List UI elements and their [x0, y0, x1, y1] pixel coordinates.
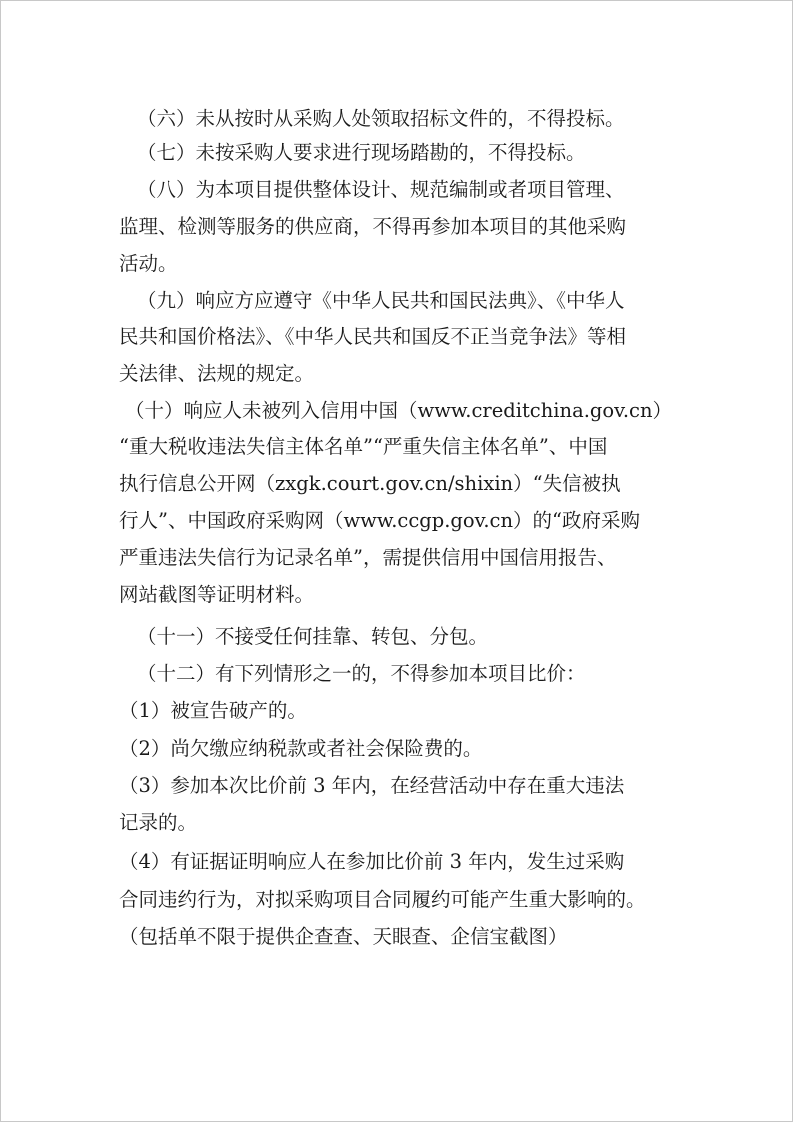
- text-line-7: 民共和国价格法》、《中华人民共和国反不正当竞争法》等相: [119, 325, 627, 348]
- text-line-2: （七）未按采购人要求进行现场踏勘的，不得投标。: [137, 141, 586, 164]
- text-line-4: 监理、检测等服务的供应商，不得再参加本项目的其他采购: [119, 215, 627, 238]
- text-line-20: 记录的。: [119, 811, 198, 834]
- text-line-13: 严重违法失信行为记录名单”，需提供信用中国信用报告、: [119, 546, 617, 569]
- text-line-3: （八）为本项目提供整体设计、规范编制或者项目管理、: [137, 178, 625, 201]
- text-line-22: 合同违约行为，对拟采购项目合同履约可能产生重大影响的。: [119, 888, 646, 911]
- text-line-21: （4）有证据证明响应人在参加比价前 3 年内，发生过采购: [119, 850, 625, 873]
- text-line-14: 网站截图等证明材料。: [119, 583, 315, 606]
- text-line-12: 行人”、中国政府采购网（www.ccgp.gov.cn）的“政府采购: [119, 509, 641, 532]
- text-line-15: （十一）不接受任何挂靠、转包、分包。: [137, 625, 489, 648]
- text-line-5: 活动。: [119, 252, 178, 275]
- text-line-10: “重大税收违法失信主体名单”“严重失信主体名单”、中国: [119, 435, 608, 458]
- text-line-18: （2）尚欠缴应纳税款或者社会保险费的。: [119, 737, 483, 760]
- text-line-1: （六）未从按时从采购人处领取招标文件的，不得投标。: [137, 107, 625, 130]
- text-line-17: （1）被宣告破产的。: [119, 699, 307, 722]
- text-line-8: 关法律、法规的规定。: [119, 362, 315, 385]
- text-line-6: （九）响应方应遵守《中华人民共和国民法典》、《中华人: [137, 289, 625, 312]
- text-line-19: （3）参加本次比价前 3 年内，在经营活动中存在重大违法: [119, 774, 625, 797]
- text-line-11: 执行信息公开网（zxgk.court.gov.cn/shixin）“失信被执: [119, 472, 621, 495]
- text-line-9: （十）响应人未被列入信用中国（www.creditchina.gov.cn）: [125, 399, 672, 422]
- text-line-23: （包括单不限于提供企查查、天眼查、企信宝截图）: [119, 925, 568, 948]
- text-line-16: （十二）有下列情形之一的，不得参加本项目比价：: [137, 662, 586, 685]
